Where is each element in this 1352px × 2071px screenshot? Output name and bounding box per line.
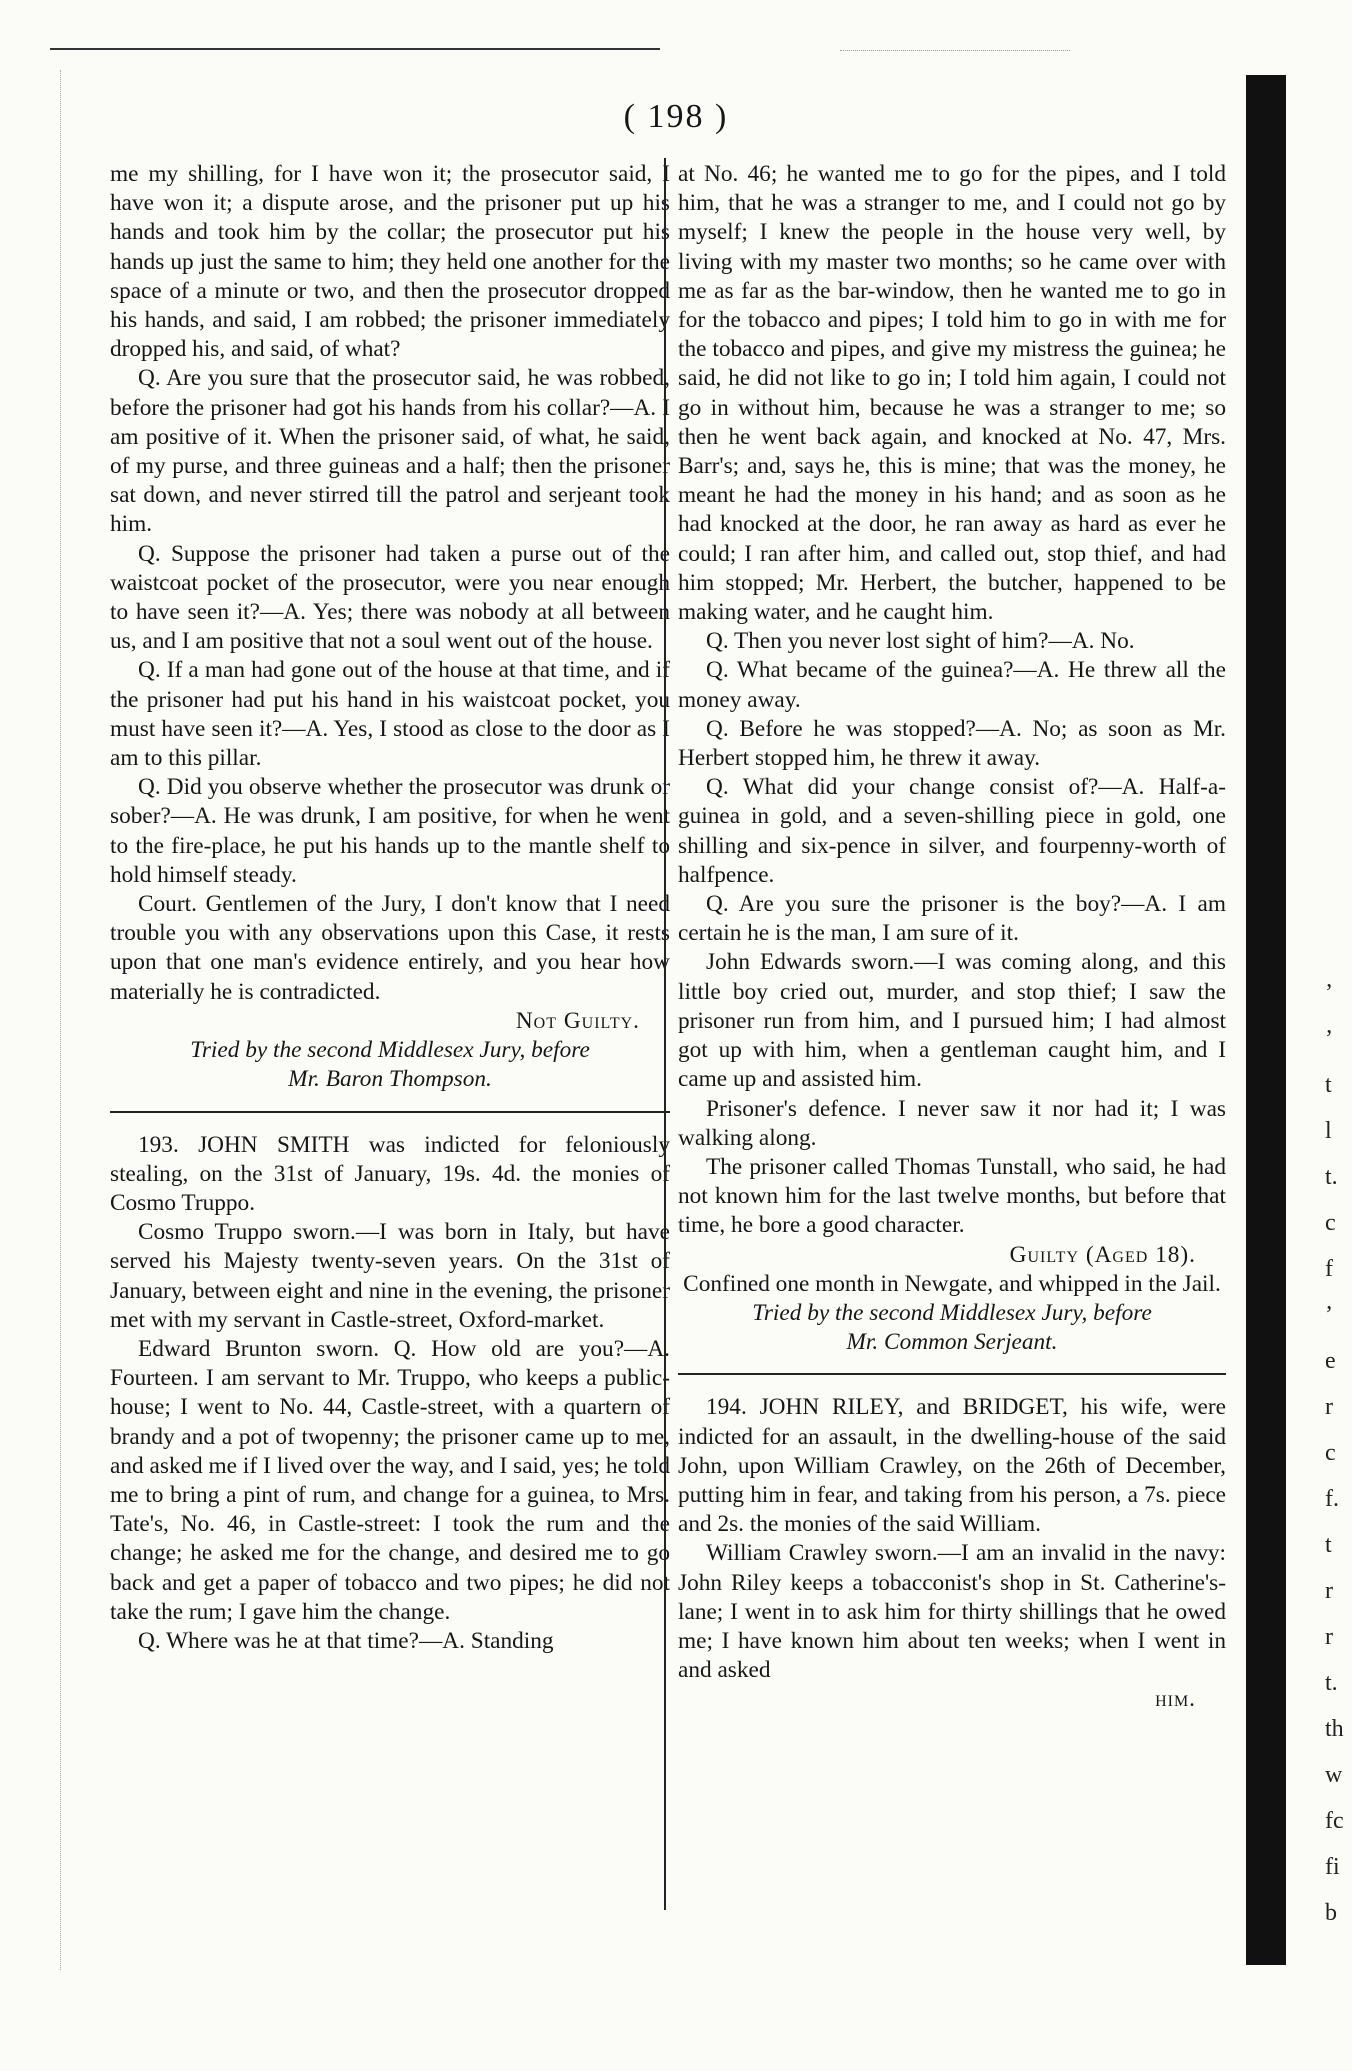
margin-fragment: l [1325,1118,1332,1144]
margin-fragment: r [1325,1624,1333,1650]
page-number: ( 198 ) [623,98,729,135]
paragraph: Q. If a man had gone out of the house at that time, and if the prisoner had put his hand in his waistcoat pocket, you must have seen it?—A. Yes, I stood as close to the door as I am to this pillar. [110,657,670,772]
paragraph: The prisoner called Thomas Tunstall, who said, he had not known him for the last twelve months, but before that time, he bore a good character. [678,1153,1226,1239]
paragraph: me my shilling, for I have won it; the prosecutor said, I have won it; a dispute arose, and the prisoner put up his hands and took him by the collar; the prosecutor put his hands up just the same to him; they held one another for the space of a minute or two, and then the prosecutor dropped his hands, and said, I am robbed; the prisoner immediately dropped his, and said, of what? [110,161,670,363]
margin-fragment: th [1325,1716,1344,1742]
margin-fragment: f. [1325,1486,1339,1512]
top-border-line-faint [840,50,1070,51]
paragraph: 193. JOHN SMITH was indicted for feloniously stealing, on the 31st of January, 19s. 4d. the monies of Cosmo Truppo. [110,1131,670,1216]
paragraph: Q. Did you observe whether the prosecutor was drunk or sober?—A. He was drunk, I am positive, for when he went to the fire-place, he put his hands up to the mantle shelf to hold himself steady. [110,774,670,888]
paragraph: Court. Gentlemen of the Jury, I don't know that I need trouble you with any observations upon this Case, it rests upon that one man's evidence entirely, and you hear how materially he is contradicted. [110,891,670,1005]
margin-fragment: c [1325,1210,1336,1236]
page-edge-shadow [1246,75,1286,1965]
margin-fragment: t [1325,1072,1332,1098]
paragraph: 194. JOHN RILEY, and BRIDGET, his wife, were indicted for an assault, in the dwelling-house of the said John, upon William Crawley, on the 26th of December, putting him in fear, and taking from his person, a 7s. piece and 2s. the monies of the said William. [678,1394,1226,1538]
paragraph: William Crawley sworn.—I am an invalid in the navy: John Riley keeps a tobacconist's shop in St. Catherine's-lane; I went in to ask him for thirty shillings that he owed me; I have known him about ten weeks; when I went in and asked [678,1540,1226,1684]
margin-fragment: w [1325,1762,1343,1788]
verdict-line: Not Guilty. [515,1007,640,1034]
tried-by-line: Tried by the second Middlesex Jury, before [752,1299,1152,1326]
section-rule [678,1373,1226,1375]
sentence-line: Confined one month in Newgate, and whipped in the Jail. [683,1270,1221,1297]
margin-fragment: t. [1325,1164,1338,1190]
adjacent-page-fragments [1325,970,1349,1936]
top-border-line [50,48,660,50]
paragraph: Q. Are you sure the prisoner is the boy?—A. I am certain he is the man, I am sure of it. [678,891,1226,947]
margin-fragment: c [1325,1440,1336,1466]
margin-fragment: r [1325,1394,1333,1420]
verdict-line: him. [1155,1686,1196,1713]
paragraph: Q. Before he was stopped?—A. No; as soon as Mr. Herbert stopped him, he threw it away. [678,715,1226,772]
paragraph: Q. What did your change consist of?—A. Half-a-guinea in gold, and a seven-shilling piece in gold, one shilling and six-pence in silver, and fourpenny-worth of halfpence. [678,774,1226,888]
verdict-line: Guilty (Aged 18). [1009,1241,1196,1268]
paragraph: at No. 46; he wanted me to go for the pipes, and I told him, that he was a stranger to me, and I could not go by myself; I knew the people in the house very well, by living with my master two months; so he came over with me as far as the bar-window, then he wanted me to go in for the tobacco and pipes; I told him to go in with me for the tobacco and pipes, and give my mistress the guinea; he said, he did not like to go in; I told him again, I could not go in without him, because he was a stranger to me; so then he went back again, and knocked at No. 47, Mrs. Barr's; and, says he, this is mine; that was the money, he meant he had the money in his hand; and as soon as he had knocked at the door, he ran away as hard as ever he could; I ran after him, and called out, stop thief, and had him stopped; Mr. Herbert, the butcher, happened to be making water, and he caught him. [678,161,1226,626]
tried-by-line: Mr. Common Serjeant. [846,1329,1058,1356]
section-rule [110,1111,670,1113]
right-column [678,160,1226,1715]
paragraph: Prisoner's defence. I never saw it nor had it; I was walking along. [678,1095,1226,1151]
margin-fragment: t [1325,1532,1332,1558]
tried-by-line: Tried by the second Middlesex Jury, before [190,1037,590,1064]
margin-fragment: ʼ [1325,980,1333,1006]
paragraph: Q. Are you sure that the prosecutor said, he was robbed, before the prisoner had got his hands from his collar?—A. I am positive of it. When the prisoner said, of what, he said, of my purse, and three guineas and a half; then the prisoner sat down, and never stirred till the patrol and serjeant took him. [110,365,670,538]
paragraph: Cosmo Truppo sworn.—I was born in Italy, but have served his Majesty twenty-seven years. On the 31st of January, between eight and nine in the evening, the prisoner met with my servant in Castle-street, Oxford-market. [110,1219,670,1333]
margin-fragment: fi [1325,1854,1340,1880]
paragraph: Edward Brunton sworn. Q. How old are you?—A. Fourteen. I am servant to Mr. Truppo, who keeps a public-house; I went to No. 44, Castle-street, with a quartern of brandy and a pot of twopenny; the prisoner came up to me, and asked me if I lived over the way, and I said, yes; he told me to bring a pint of rum, and change for a guinea, to Mrs. Tate's, No. 46, in Castle-street: I took the rum and the change; he asked me for the change, and desired me to go back and get a paper of tobacco and two pipes; he did not take the rum; I gave him the change. [110,1335,670,1625]
margin-fragment: f [1325,1256,1333,1282]
paragraph: Q. What became of the guinea?—A. He threw all the money away. [678,657,1226,713]
left-column [110,160,670,1656]
tried-by-line: Mr. Baron Thompson. [288,1066,492,1093]
paragraph: Q. Then you never lost sight of him?—A. No. [706,628,1135,655]
left-binding-edge [60,70,61,1970]
margin-fragment: fc [1325,1808,1344,1834]
margin-fragment: r [1325,1578,1333,1604]
paragraph: John Edwards sworn.—I was coming along, and this little boy cried out, murder, and stop thief; I saw the prisoner run from him, and I pursued him; I had almost got up with him, when a gentleman caught him, and I came up and assisted him. [678,949,1226,1093]
margin-fragment: b [1325,1900,1337,1926]
margin-fragment: ʼ [1325,1026,1333,1052]
margin-fragment: t. [1325,1670,1338,1696]
paragraph: Q. Suppose the prisoner had taken a purse out of the waistcoat pocket of the prosecutor, were you near enough to have seen it?—A. Yes; there was nobody at all between us, and I am positive that not a soul went out of the house. [110,540,670,655]
margin-fragment: ʼ [1325,1302,1333,1328]
margin-fragment: e [1325,1348,1336,1374]
paragraph: Q. Where was he at that time?—A. Standing [138,1627,554,1654]
column-divider [664,158,666,1910]
